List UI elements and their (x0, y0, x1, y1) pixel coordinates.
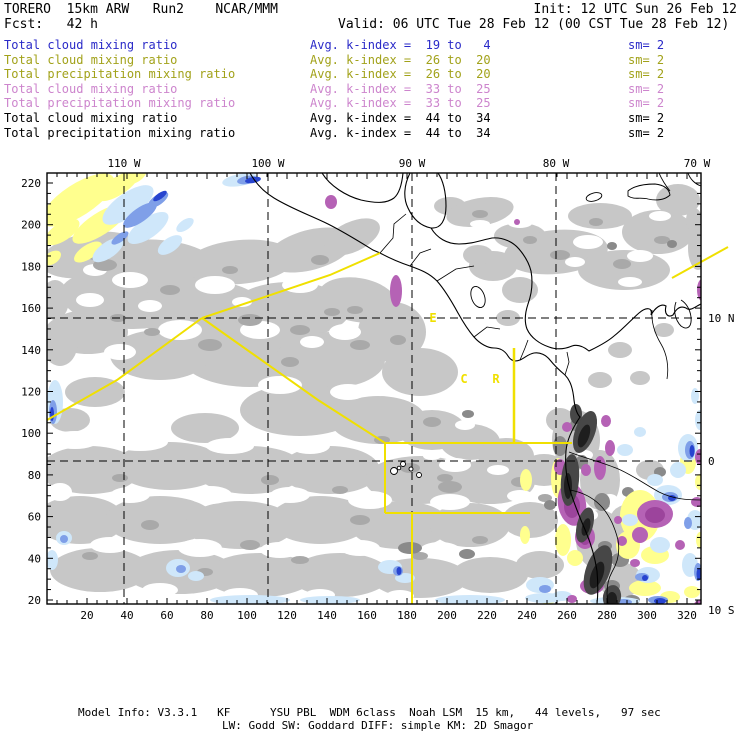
legend-smoothing: sm= 2 (628, 52, 665, 67)
left-axis-label: 60 (27, 510, 41, 524)
left-axis-label: 120 (21, 385, 41, 399)
valid-time: Valid: 06 UTC Tue 28 Feb 12 (00 CST Tue 28 Feb 12) (338, 17, 730, 32)
page-title: TORERO 15km ARW Run2 NCAR/MMM (4, 2, 278, 17)
bottom-axis-label: 60 (160, 609, 174, 622)
left-axis-label: 160 (21, 302, 41, 316)
hispaniola-coast (688, 173, 701, 186)
bottom-axis-label: 280 (597, 609, 617, 622)
lake-nicaragua (468, 284, 488, 309)
legend-field-label: Total cloud mixing ratio (4, 111, 178, 125)
bottom-axis-label: 200 (437, 609, 457, 622)
legend-smoothing: sm= 2 (628, 96, 665, 111)
top-axis-label: 100 W (251, 157, 285, 170)
legend-smoothing: sm= 2 (628, 38, 665, 52)
top-axis-label: 110 W (107, 157, 141, 170)
top-axis-label: 80 W (542, 157, 570, 170)
model-info-line2: LW: Godd SW: Goddard DIFF: simple KM: 2D Smagor (222, 719, 534, 732)
left-axis-label: 200 (21, 218, 41, 232)
bottom-axis-label: 320 (677, 609, 697, 622)
init-time: Init: 12 UTC Sun 26 Feb 12 (533, 2, 737, 17)
left-axis-label: 20 (27, 594, 41, 607)
left-axis-label: 40 (27, 552, 41, 566)
legend-kindex-range: Avg. k-index = 44 to 34 (310, 125, 491, 140)
bottom-axis-label: 80 (200, 609, 214, 622)
legend-field-label: Total cloud mixing ratio (4, 81, 178, 96)
legend-smoothing: sm= 2 (628, 111, 665, 125)
waypoint-label-E: E (429, 311, 437, 325)
cloud-field (34, 164, 708, 614)
legend-kindex-range: Avg. k-index = 26 to 20 (310, 67, 491, 82)
bottom-axis-label: 20 (80, 609, 94, 622)
legend-smoothing: sm= 2 (628, 125, 665, 140)
model-info-line1: Model Info: V3.3.1 KF YSU PBL WDM 6class Noah LSM 15 km, 44 levels, 97 sec (78, 706, 661, 719)
legend-field-label: Total precipitation mixing ratio (4, 96, 236, 111)
right-axis-label: 0 (708, 455, 715, 468)
bottom-axis-label: 120 (277, 609, 297, 622)
legend-field-label: Total precipitation mixing ratio (4, 125, 236, 140)
fcst-hour: Fcst: 42 h (4, 17, 98, 32)
isle-of-youth (585, 191, 603, 203)
left-axis-label: 220 (21, 177, 41, 190)
legend-field-label: Total cloud mixing ratio (4, 38, 178, 52)
left-axis-label: 80 (27, 468, 41, 482)
bottom-axis-label: 160 (357, 609, 377, 622)
top-axis-label: 90 W (398, 157, 426, 170)
bottom-axis-label: 140 (317, 609, 337, 622)
legend-field-label: Total cloud mixing ratio (4, 52, 178, 67)
waypoint-label-C: C (460, 372, 468, 386)
left-axis-label: 100 (21, 427, 41, 441)
left-axis-label: 140 (21, 343, 41, 357)
bottom-axis-label: 100 (237, 609, 257, 622)
waypoint-label-R: R (492, 372, 500, 386)
legend-field-label: Total precipitation mixing ratio (4, 67, 236, 82)
right-axis-label: 10 N (708, 312, 735, 325)
bottom-axis-label: 180 (397, 609, 417, 622)
right-axis-label: 10 S (708, 604, 735, 617)
legend-kindex-range: Avg. k-index = 44 to 34 (310, 111, 491, 125)
legend-kindex-range: Avg. k-index = 19 to 4 (310, 38, 491, 52)
bottom-axis-label: 240 (517, 609, 537, 622)
legend-smoothing: sm= 2 (628, 67, 665, 82)
legend-kindex-range: Avg. k-index = 33 to 25 (310, 81, 491, 96)
top-axis-label: 70 W (683, 157, 711, 170)
legend-kindex-range: Avg. k-index = 33 to 25 (310, 96, 491, 111)
legend-smoothing: sm= 2 (628, 81, 665, 96)
left-axis-label: 180 (21, 260, 41, 274)
lake-maracaibo (675, 300, 692, 328)
bottom-axis-label: 220 (477, 609, 497, 622)
bottom-axis-label: 300 (637, 609, 657, 622)
bottom-axis-label: 40 (120, 609, 134, 622)
legend-kindex-range: Avg. k-index = 26 to 20 (310, 52, 491, 67)
bottom-axis-label: 260 (557, 609, 577, 622)
